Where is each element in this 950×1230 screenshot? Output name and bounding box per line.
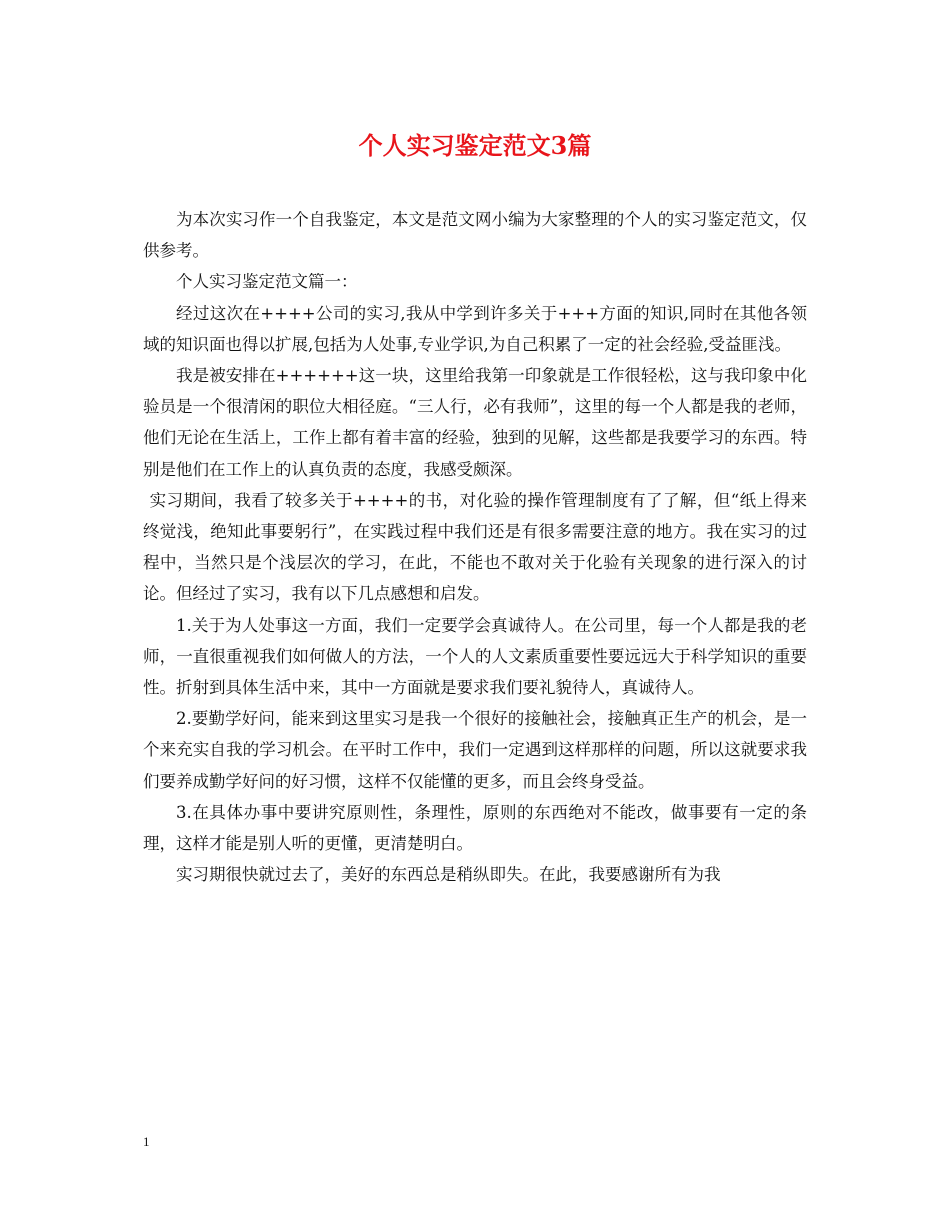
paragraph-intro: 为本次实习作一个自我鉴定，本文是范文网小编为大家整理的个人的实习鉴定范文，仅供参考。 bbox=[143, 210, 807, 261]
page-number: 1 bbox=[143, 1134, 150, 1149]
paragraph-internship-period: 实习期间，我看了较多关于++++的书，对化验的操作管理制度有了了解，但“纸上得来终觉浅，绝知此事要躬行”，在实践过程中我们还是有很多需要注意的地方。我在实习的过程中，当然只是个浅层次的学习，在此，不能也不敢对关于化验有关现象的进行深入的讨论。但经过了实习，我有以下几点感想和启发。 bbox=[143, 490, 807, 604]
paragraph-section-heading: 个人实习鉴定范文篇一： bbox=[176, 272, 358, 292]
paragraph-point-3: 3.在具体办事中要讲究原则性，条理性，原则的东西绝对不能改，做事要有一定的条理，这样才能是别人听的更懂，更清楚明白。 bbox=[143, 802, 807, 854]
paragraph-assignment: 我是被安排在++++++这一块，这里给我第一印象就是工作很轻松，这与我印象中化验员是一个很清闲的职位大相径庭。“三人行，必有我师”，这里的每一个人都是我的老师，他们无论在生活上，工作上都有着丰富的经验，独到的见解，这些都是我要学习的东西。特别是他们在工作上的认真负责的态度，我感受颇深。 bbox=[143, 366, 807, 479]
paragraph-experience: 经过这次在++++公司的实习,我从中学到许多关于+++方面的知识,同时在其他各领域的知识面也得以扩展,包括为人处事,专业学识,为自己积累了一定的社会经验,受益匪浅。 bbox=[143, 303, 807, 354]
document-title: 个人实习鉴定范文3篇 bbox=[358, 131, 592, 160]
paragraph-point-1: 1.关于为人处事这一方面，我们一定要学会真诚待人。在公司里，每一个人都是我的老师，一直很重视我们如何做人的方法，一个人的人文素质重要性要远远大于科学知识的重要性。折射到具体生活中来，其中一方面就是要求我们要礼貌待人，真诚待人。 bbox=[143, 615, 807, 698]
paragraph-closing: 实习期很快就过去了，美好的东西总是稍纵即失。在此，我要感谢所有为我 bbox=[176, 865, 721, 885]
paragraph-point-2: 2.要勤学好问，能来到这里实习是我一个很好的接触社会，接触真正生产的机会，是一个来充实自我的学习机会。在平时工作中，我们一定遇到这样那样的问题，所以这就要求我们要养成勤学好问的好习惯，这样不仅能懂的更多，而且会终身受益。 bbox=[143, 709, 807, 791]
document-body bbox=[143, 204, 807, 890]
